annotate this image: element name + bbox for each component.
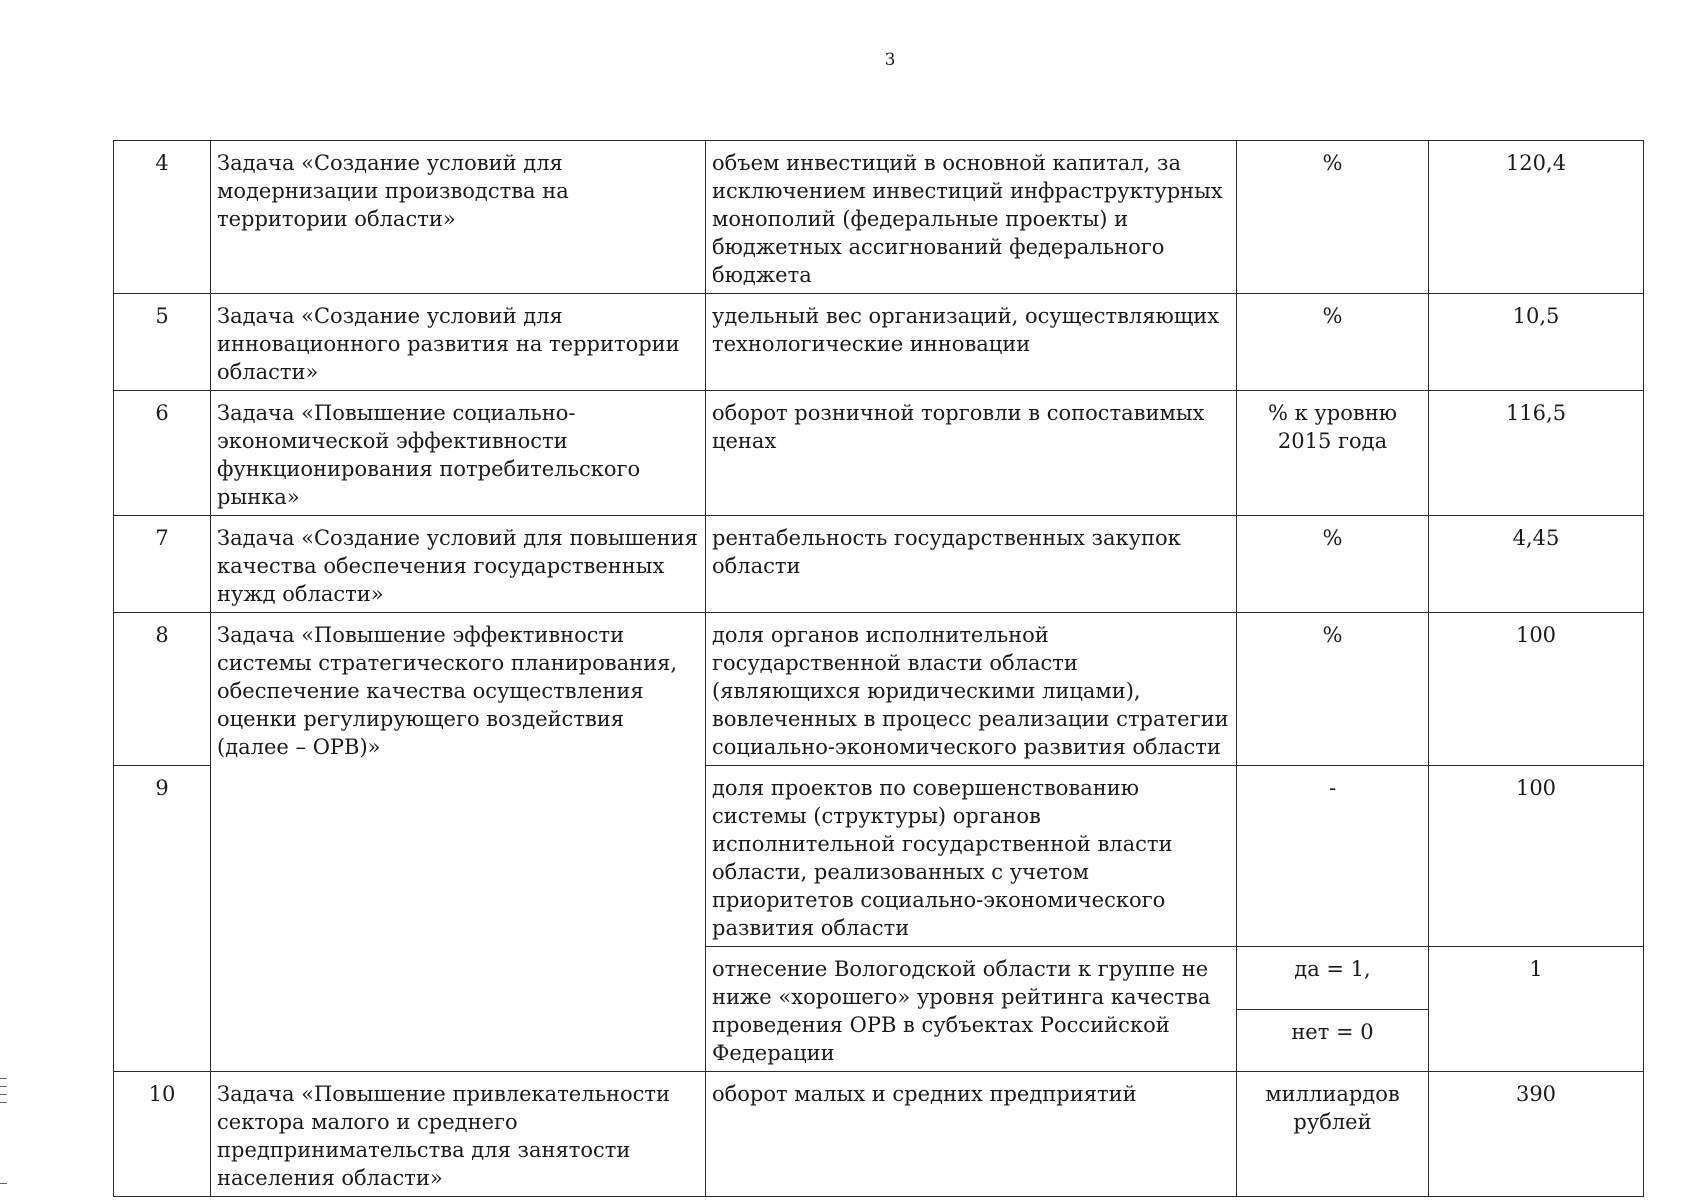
value-cell: 120,4 — [1429, 141, 1644, 294]
table-row — [114, 1072, 1644, 1197]
scan-edge-mark — [0, 1094, 7, 1095]
row-number: 10 — [114, 1072, 211, 1197]
unit-cell: % — [1237, 141, 1429, 294]
scan-edge-mark — [0, 1183, 7, 1184]
indicator-cell: оборот розничной торговли в сопоставимых ценах — [706, 391, 1237, 516]
table-row — [114, 391, 1644, 516]
table-row — [114, 516, 1644, 613]
row-number: 8 — [114, 613, 211, 766]
task-cell: Задача «Повышение эффективности системы стратегического планирования, обеспечение качества осуществления оценки регулирующего воздействия (далее – ОРВ)» — [211, 613, 706, 1072]
unit-cell: - — [1237, 766, 1429, 947]
task-cell: Задача «Создание условий для инновационного развития на территории области» — [211, 294, 706, 391]
indicator-cell: доля проектов по совершенствованию системы (структуры) органов исполнительной государственной власти области, реализованных с учетом приоритетов социально-экономического развития области — [706, 766, 1237, 947]
unit-cell: миллиардов рублей — [1237, 1072, 1429, 1197]
indicator-cell: отнесение Вологодской области к группе не ниже «хорошего» уровня рейтинга качества проведения ОРВ в субъектах Российской Федерации — [706, 947, 1237, 1072]
indicator-cell: оборот малых и средних предприятий — [706, 1072, 1237, 1197]
scan-edge-mark — [0, 1086, 7, 1087]
value-cell: 116,5 — [1429, 391, 1644, 516]
value-cell: 390 — [1429, 1072, 1644, 1197]
unit-cell-yes: да = 1, — [1237, 947, 1429, 1010]
table-row — [114, 613, 1644, 766]
indicator-cell: доля органов исполнительной государственной власти области (являющихся юридическими лицами), вовлеченных в процесс реализации стратегии социально-экономического развития области — [706, 613, 1237, 766]
indicator-cell: удельный вес организаций, осуществляющих технологические инновации — [706, 294, 1237, 391]
task-cell: Задача «Повышение социально-экономической эффективности функционирования потребительского рынка» — [211, 391, 706, 516]
value-cell: 100 — [1429, 766, 1644, 947]
unit-cell: % — [1237, 516, 1429, 613]
task-cell: Задача «Создание условий для повышения качества обеспечения государственных нужд области» — [211, 516, 706, 613]
row-number: 5 — [114, 294, 211, 391]
scan-edge-mark — [0, 1102, 7, 1103]
value-cell: 10,5 — [1429, 294, 1644, 391]
row-number: 7 — [114, 516, 211, 613]
value-cell: 100 — [1429, 613, 1644, 766]
unit-cell-no: нет = 0 — [1237, 1009, 1429, 1072]
row-number: 9 — [114, 766, 211, 1072]
indicators-table — [113, 140, 1644, 1197]
value-cell: 1 — [1429, 947, 1644, 1072]
indicator-cell: объем инвестиций в основной капитал, за исключением инвестиций инфраструктурных монополий (федеральные проекты) и бюджетных ассигнований федерального бюджета — [706, 141, 1237, 294]
table-row — [114, 141, 1644, 294]
page-number: 3 — [884, 50, 896, 70]
value-cell: 4,45 — [1429, 516, 1644, 613]
unit-cell: % — [1237, 613, 1429, 766]
task-cell: Задача «Создание условий для модернизации производства на территории области» — [211, 141, 706, 294]
indicator-cell: рентабельность государственных закупок области — [706, 516, 1237, 613]
table-row — [114, 294, 1644, 391]
row-number: 6 — [114, 391, 211, 516]
unit-cell: % к уровню 2015 года — [1237, 391, 1429, 516]
scan-edge-mark — [0, 1078, 7, 1079]
task-cell: Задача «Повышение привлекательности сектора малого и среднего предпринимательства для занятости населения области» — [211, 1072, 706, 1197]
row-number: 4 — [114, 141, 211, 294]
unit-cell: % — [1237, 294, 1429, 391]
